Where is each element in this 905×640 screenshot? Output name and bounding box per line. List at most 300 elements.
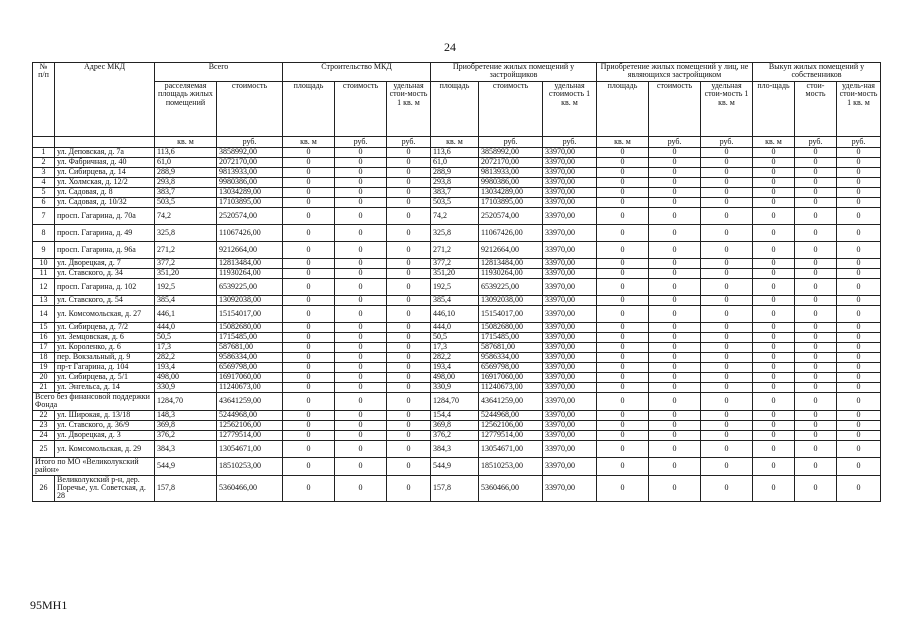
- row-value-p1: 0: [597, 296, 649, 306]
- table-row: [33, 178, 881, 188]
- row-address: ул. Энгельса, д. 14: [55, 383, 155, 393]
- row-address: ул. Комсомольская, д. 29: [55, 440, 155, 457]
- row-value-p2: 0: [649, 343, 701, 353]
- row-number: 16: [33, 333, 55, 343]
- row-value-c2: 0: [335, 383, 387, 393]
- row-value-b3: 0: [837, 410, 881, 420]
- table-row: [33, 420, 881, 430]
- row-value-c3: 0: [387, 279, 431, 296]
- subheader-construction-area: площадь: [283, 82, 335, 137]
- row-value-p2: 0: [649, 410, 701, 420]
- row-value-p1: 0: [597, 178, 649, 188]
- row-value-b3: 0: [837, 363, 881, 373]
- row-value-b1: 0: [753, 353, 795, 363]
- row-total-cost: 11067426,00: [217, 225, 283, 242]
- row-value-b2: 0: [795, 188, 837, 198]
- row-value-d1: 376,2: [431, 430, 479, 440]
- row-value-b2: 0: [795, 393, 837, 411]
- row-number: 9: [33, 242, 55, 259]
- row-value-c3: 0: [387, 208, 431, 225]
- row-total-cost: 9813933,00: [217, 168, 283, 178]
- row-value-p1: 0: [597, 323, 649, 333]
- row-value-b1: 0: [753, 269, 795, 279]
- row-number: 3: [33, 168, 55, 178]
- row-value-b3: 0: [837, 373, 881, 383]
- row-number: 20: [33, 373, 55, 383]
- row-address: ул. Сибирцева, д. 7/2: [55, 323, 155, 333]
- row-value-c1: 0: [283, 296, 335, 306]
- row-total-cost: 15082680,00: [217, 323, 283, 333]
- row-number: 6: [33, 198, 55, 208]
- unit-cell: кв. м: [283, 137, 335, 148]
- row-total-cost: 6569798,00: [217, 363, 283, 373]
- total-label: Всего без финансовой поддержки Фонда: [33, 393, 155, 411]
- row-total-area: 1284,70: [155, 393, 217, 411]
- row-value-p2: 0: [649, 475, 701, 501]
- table-row: [33, 158, 881, 168]
- row-value-b3: 0: [837, 296, 881, 306]
- row-value-d3: 33970,00: [543, 383, 597, 393]
- row-number: 23: [33, 420, 55, 430]
- row-value-b3: 0: [837, 259, 881, 269]
- row-address: ул. Широкая, д. 13/18: [55, 410, 155, 420]
- unit-cell: кв. м: [597, 137, 649, 148]
- row-value-b2: 0: [795, 198, 837, 208]
- row-value-p2: 0: [649, 383, 701, 393]
- row-value-p2: 0: [649, 188, 701, 198]
- row-value-b3: 0: [837, 393, 881, 411]
- row-value-p1: 0: [597, 430, 649, 440]
- table-row: [33, 208, 881, 225]
- row-address: ул. Садовая, д. 8: [55, 188, 155, 198]
- row-value-p1: 0: [597, 343, 649, 353]
- row-value-c1: 0: [283, 457, 335, 475]
- row-total-area: 503,5: [155, 198, 217, 208]
- row-value-p1: 0: [597, 363, 649, 373]
- row-value-c2: 0: [335, 353, 387, 363]
- table-row: [33, 225, 881, 242]
- row-value-d1: 444,0: [431, 323, 479, 333]
- row-value-d2: 6539225,00: [479, 279, 543, 296]
- row-address: ул. Фабричная, д. 40: [55, 158, 155, 168]
- row-total-area: 383,7: [155, 188, 217, 198]
- row-address: ул. Дворецкая, д. 7: [55, 259, 155, 269]
- table-row: [33, 475, 881, 501]
- row-value-c1: 0: [283, 208, 335, 225]
- row-value-p3: 0: [701, 457, 753, 475]
- row-value-p3: 0: [701, 188, 753, 198]
- row-number: 5: [33, 188, 55, 198]
- row-address: просп. Гагарина, д. 102: [55, 279, 155, 296]
- row-total-cost: 9212664,00: [217, 242, 283, 259]
- row-value-d2: 13092038,00: [479, 296, 543, 306]
- row-value-p2: 0: [649, 148, 701, 158]
- row-total-area: 113,6: [155, 148, 217, 158]
- header-group-buyout: Выкуп жилых помещений у собственников: [753, 63, 881, 82]
- row-value-c1: 0: [283, 475, 335, 501]
- row-value-c1: 0: [283, 363, 335, 373]
- row-value-d1: 193,4: [431, 363, 479, 373]
- row-value-p1: 0: [597, 225, 649, 242]
- row-value-c3: 0: [387, 269, 431, 279]
- row-value-d2: 9586334,00: [479, 353, 543, 363]
- row-address: ул. Короленко, д. 6: [55, 343, 155, 353]
- row-value-p3: 0: [701, 279, 753, 296]
- row-value-p3: 0: [701, 440, 753, 457]
- row-value-p3: 0: [701, 353, 753, 363]
- row-value-p2: 0: [649, 373, 701, 383]
- row-value-p3: 0: [701, 259, 753, 269]
- row-number: 4: [33, 178, 55, 188]
- row-total-cost: 16917060,00: [217, 373, 283, 383]
- table-row: [33, 306, 881, 323]
- row-value-b3: 0: [837, 225, 881, 242]
- row-value-c3: 0: [387, 393, 431, 411]
- row-number: 10: [33, 259, 55, 269]
- row-value-d2: 2072170,00: [479, 158, 543, 168]
- row-value-d1: 351,20: [431, 269, 479, 279]
- row-value-d3: 33970,00: [543, 279, 597, 296]
- row-value-b1: 0: [753, 306, 795, 323]
- row-value-d3: 33970,00: [543, 440, 597, 457]
- row-value-c3: 0: [387, 306, 431, 323]
- header-group-total: Всего: [155, 63, 283, 82]
- unit-cell: руб.: [335, 137, 387, 148]
- row-value-d3: 33970,00: [543, 333, 597, 343]
- row-value-b3: 0: [837, 323, 881, 333]
- row-value-p1: 0: [597, 188, 649, 198]
- row-value-b3: 0: [837, 343, 881, 353]
- row-value-c2: 0: [335, 420, 387, 430]
- row-value-d3: 33970,00: [543, 306, 597, 323]
- row-value-c3: 0: [387, 296, 431, 306]
- row-total-area: 444,0: [155, 323, 217, 333]
- row-value-p2: 0: [649, 363, 701, 373]
- row-value-d3: 33970,00: [543, 158, 597, 168]
- row-value-b3: 0: [837, 178, 881, 188]
- row-address: ул. Дворецкая, д. 3: [55, 430, 155, 440]
- header-group-purchase-developer: Приобретение жилых помещений у застройщиков: [431, 63, 597, 82]
- row-value-p3: 0: [701, 198, 753, 208]
- row-value-c1: 0: [283, 353, 335, 363]
- row-value-b2: 0: [795, 158, 837, 168]
- subheader-developer-cost: стоимость: [479, 82, 543, 137]
- row-value-b2: 0: [795, 353, 837, 363]
- subheader-construction-cost: стоимость: [335, 82, 387, 137]
- row-value-d1: 377,2: [431, 259, 479, 269]
- row-number: 22: [33, 410, 55, 420]
- row-value-c2: 0: [335, 430, 387, 440]
- row-value-c2: 0: [335, 178, 387, 188]
- row-value-d1: 154,4: [431, 410, 479, 420]
- row-value-p3: 0: [701, 269, 753, 279]
- row-number: 14: [33, 306, 55, 323]
- row-value-b3: 0: [837, 269, 881, 279]
- row-value-c3: 0: [387, 158, 431, 168]
- row-value-b1: 0: [753, 198, 795, 208]
- row-value-p2: 0: [649, 306, 701, 323]
- row-value-d3: 33970,00: [543, 198, 597, 208]
- row-total-cost: 18510253,00: [217, 457, 283, 475]
- row-value-b2: 0: [795, 168, 837, 178]
- row-value-b2: 0: [795, 323, 837, 333]
- row-value-c1: 0: [283, 393, 335, 411]
- row-value-c3: 0: [387, 198, 431, 208]
- row-value-c3: 0: [387, 188, 431, 198]
- row-value-d1: 61,0: [431, 158, 479, 168]
- row-value-p2: 0: [649, 420, 701, 430]
- subheader-total-area: расселяемая площадь жилых помещений: [155, 82, 217, 137]
- row-address: просп. Гагарина, д. 70а: [55, 208, 155, 225]
- row-value-d1: 1284,70: [431, 393, 479, 411]
- header-address: Адрес МКД: [55, 63, 155, 137]
- row-value-p2: 0: [649, 353, 701, 363]
- row-value-c2: 0: [335, 363, 387, 373]
- row-value-d2: 1715485,00: [479, 333, 543, 343]
- row-value-p1: 0: [597, 259, 649, 269]
- row-value-c1: 0: [283, 225, 335, 242]
- row-value-p3: 0: [701, 410, 753, 420]
- row-value-b2: 0: [795, 259, 837, 269]
- row-value-c3: 0: [387, 343, 431, 353]
- row-value-c1: 0: [283, 158, 335, 168]
- row-value-b1: 0: [753, 242, 795, 259]
- row-value-p3: 0: [701, 148, 753, 158]
- row-number: 18: [33, 353, 55, 363]
- row-total-cost: 13034289,00: [217, 188, 283, 198]
- row-total-cost: 43641259,00: [217, 393, 283, 411]
- row-total-cost: 13092038,00: [217, 296, 283, 306]
- row-value-c3: 0: [387, 178, 431, 188]
- row-value-b3: 0: [837, 333, 881, 343]
- row-value-b1: 0: [753, 333, 795, 343]
- row-value-p3: 0: [701, 333, 753, 343]
- row-value-p3: 0: [701, 420, 753, 430]
- row-value-d3: 33970,00: [543, 188, 597, 198]
- row-number: 26: [33, 475, 55, 501]
- row-value-p3: 0: [701, 208, 753, 225]
- row-value-b1: 0: [753, 440, 795, 457]
- row-address: Великолукский р-н, дер. Поречье, ул. Советская, д. 28: [55, 475, 155, 501]
- row-value-d2: 15082680,00: [479, 323, 543, 333]
- row-value-b1: 0: [753, 259, 795, 269]
- row-total-cost: 11240673,00: [217, 383, 283, 393]
- subheader-other-unit: удельная стои-мость 1 кв. м: [701, 82, 753, 137]
- row-value-c2: 0: [335, 158, 387, 168]
- row-value-c1: 0: [283, 383, 335, 393]
- row-address: ул. Ставского, д. 54: [55, 296, 155, 306]
- row-value-c2: 0: [335, 168, 387, 178]
- row-value-d1: 113,6: [431, 148, 479, 158]
- row-value-d2: 18510253,00: [479, 457, 543, 475]
- row-value-b3: 0: [837, 242, 881, 259]
- row-total-area: 193,4: [155, 363, 217, 373]
- row-value-d3: 33970,00: [543, 393, 597, 411]
- row-address: ул. Садовая, д. 10/32: [55, 198, 155, 208]
- row-value-d1: 383,7: [431, 188, 479, 198]
- row-value-d2: 11240673,00: [479, 383, 543, 393]
- row-number: 15: [33, 323, 55, 333]
- row-value-c3: 0: [387, 323, 431, 333]
- row-number: 17: [33, 343, 55, 353]
- units-row: [33, 137, 881, 148]
- total-row: [33, 393, 881, 411]
- row-value-d3: 33970,00: [543, 457, 597, 475]
- unit-cell: [33, 137, 55, 148]
- row-value-b3: 0: [837, 430, 881, 440]
- row-value-d3: 33970,00: [543, 363, 597, 373]
- footer-code: 95МН1: [30, 598, 68, 612]
- row-value-p2: 0: [649, 333, 701, 343]
- row-value-d3: 33970,00: [543, 269, 597, 279]
- row-address: ул. Земцовская, д. 6: [55, 333, 155, 343]
- row-value-b1: 0: [753, 420, 795, 430]
- row-number: 1: [33, 148, 55, 158]
- subheader-buyout-cost: стои-мость: [795, 82, 837, 137]
- row-total-cost: 5244968,00: [217, 410, 283, 420]
- row-value-d2: 6569798,00: [479, 363, 543, 373]
- row-total-area: 446,1: [155, 306, 217, 323]
- row-total-area: 330,9: [155, 383, 217, 393]
- row-value-b1: 0: [753, 225, 795, 242]
- row-address: ул. Сибирцева, д. 5/1: [55, 373, 155, 383]
- row-value-d1: 271,2: [431, 242, 479, 259]
- row-value-c3: 0: [387, 333, 431, 343]
- row-value-d3: 33970,00: [543, 208, 597, 225]
- table-row: [33, 383, 881, 393]
- housing-table: [32, 62, 881, 502]
- row-value-d2: 15154017,00: [479, 306, 543, 323]
- row-total-cost: 15154017,00: [217, 306, 283, 323]
- row-total-area: 61,0: [155, 158, 217, 168]
- row-total-area: 544,9: [155, 457, 217, 475]
- row-number: 11: [33, 269, 55, 279]
- row-value-p1: 0: [597, 148, 649, 158]
- row-value-d3: 33970,00: [543, 430, 597, 440]
- row-value-d2: 16917060,00: [479, 373, 543, 383]
- row-value-c2: 0: [335, 306, 387, 323]
- row-value-p3: 0: [701, 393, 753, 411]
- row-value-d2: 12562106,00: [479, 420, 543, 430]
- row-value-p2: 0: [649, 208, 701, 225]
- row-value-b1: 0: [753, 178, 795, 188]
- header-group-purchase-other: Приобретение жилых помещений у лиц, не являющихся застройщиком: [597, 63, 753, 82]
- row-value-c3: 0: [387, 148, 431, 158]
- row-value-p3: 0: [701, 306, 753, 323]
- row-value-p1: 0: [597, 279, 649, 296]
- row-value-d1: 330,9: [431, 383, 479, 393]
- row-value-c1: 0: [283, 279, 335, 296]
- table-row: [33, 363, 881, 373]
- row-value-b1: 0: [753, 457, 795, 475]
- row-value-d3: 33970,00: [543, 323, 597, 333]
- row-value-b2: 0: [795, 457, 837, 475]
- table-row: [33, 242, 881, 259]
- row-number: 2: [33, 158, 55, 168]
- row-value-d2: 43641259,00: [479, 393, 543, 411]
- row-value-b1: 0: [753, 475, 795, 501]
- table-row: [33, 333, 881, 343]
- row-value-c2: 0: [335, 259, 387, 269]
- row-value-c1: 0: [283, 373, 335, 383]
- row-value-c3: 0: [387, 420, 431, 430]
- row-value-p2: 0: [649, 296, 701, 306]
- subheader-buyout-area: пло-щадь: [753, 82, 795, 137]
- header-group-construction: Строительство МКД: [283, 63, 431, 82]
- row-value-b2: 0: [795, 306, 837, 323]
- unit-cell: руб.: [217, 137, 283, 148]
- row-total-cost: 6539225,00: [217, 279, 283, 296]
- row-value-b2: 0: [795, 363, 837, 373]
- row-value-b3: 0: [837, 168, 881, 178]
- row-total-cost: 9586334,00: [217, 353, 283, 363]
- row-value-c1: 0: [283, 343, 335, 353]
- row-value-b1: 0: [753, 430, 795, 440]
- row-value-d2: 3858992,00: [479, 148, 543, 158]
- row-value-d2: 11930264,00: [479, 269, 543, 279]
- subheader-total-cost: стоимость: [217, 82, 283, 137]
- row-value-c3: 0: [387, 353, 431, 363]
- row-value-c3: 0: [387, 242, 431, 259]
- row-value-b2: 0: [795, 373, 837, 383]
- row-value-b3: 0: [837, 457, 881, 475]
- row-value-d2: 9813933,00: [479, 168, 543, 178]
- table-row: [33, 323, 881, 333]
- row-total-area: 377,2: [155, 259, 217, 269]
- row-value-b2: 0: [795, 148, 837, 158]
- row-value-p2: 0: [649, 178, 701, 188]
- row-value-c1: 0: [283, 198, 335, 208]
- row-total-cost: 12562106,00: [217, 420, 283, 430]
- subheader-other-cost: стоимость: [649, 82, 701, 137]
- row-value-b1: 0: [753, 393, 795, 411]
- row-value-b3: 0: [837, 148, 881, 158]
- row-value-p2: 0: [649, 440, 701, 457]
- row-value-b1: 0: [753, 296, 795, 306]
- subheader-buyout-unit: удель-ная стои-мость 1 кв. м: [837, 82, 881, 137]
- row-value-p1: 0: [597, 269, 649, 279]
- row-value-b3: 0: [837, 353, 881, 363]
- row-value-p3: 0: [701, 296, 753, 306]
- row-value-p2: 0: [649, 393, 701, 411]
- row-value-d3: 33970,00: [543, 242, 597, 259]
- row-address: ул. Ставского, д. 34: [55, 269, 155, 279]
- row-value-c2: 0: [335, 410, 387, 420]
- row-total-area: 384,3: [155, 440, 217, 457]
- row-value-p1: 0: [597, 306, 649, 323]
- row-value-p3: 0: [701, 383, 753, 393]
- table-row: [33, 440, 881, 457]
- row-value-p1: 0: [597, 333, 649, 343]
- row-value-c2: 0: [335, 457, 387, 475]
- row-value-p1: 0: [597, 242, 649, 259]
- row-value-d2: 9212664,00: [479, 242, 543, 259]
- row-value-b2: 0: [795, 279, 837, 296]
- row-value-b3: 0: [837, 279, 881, 296]
- row-value-b3: 0: [837, 158, 881, 168]
- row-number: 24: [33, 430, 55, 440]
- row-total-cost: 11930264,00: [217, 269, 283, 279]
- row-value-c2: 0: [335, 343, 387, 353]
- row-total-area: 17,3: [155, 343, 217, 353]
- row-value-c1: 0: [283, 168, 335, 178]
- row-value-b3: 0: [837, 475, 881, 501]
- row-value-d1: 50,5: [431, 333, 479, 343]
- row-address: пр-т Гагарина, д. 104: [55, 363, 155, 373]
- unit-cell: руб.: [795, 137, 837, 148]
- table-row: [33, 168, 881, 178]
- total-row: [33, 457, 881, 475]
